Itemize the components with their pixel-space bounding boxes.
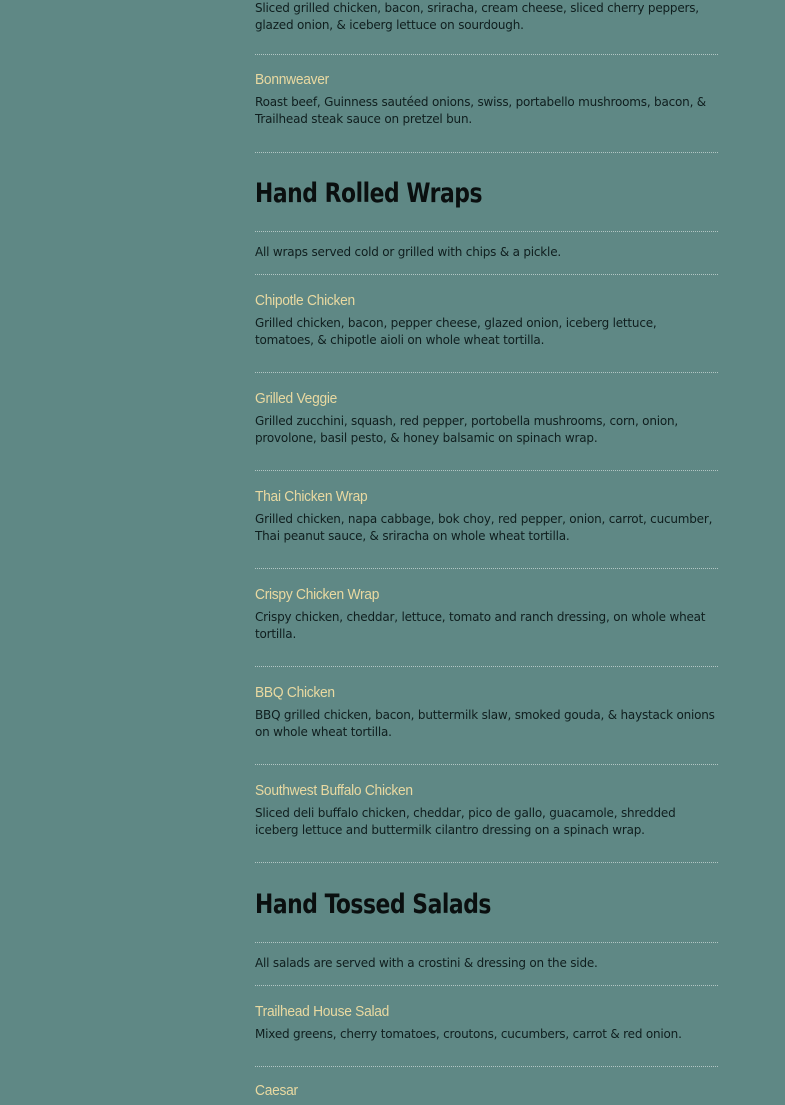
item-name: Thai Chicken Wrap — [255, 488, 368, 505]
menu-item-crispy-chicken-wrap — [255, 586, 718, 643]
item-description: Mixed greens, cherry tomatoes, croutons, cucumbers, carrot & red onion. — [255, 1027, 682, 1041]
section-note-salads: All salads are served with a crostini & dressing on the side. — [255, 956, 598, 970]
item-description: Crispy chicken, cheddar, lettuce, tomato and ranch dressing, on whole wheat tortilla. — [255, 610, 706, 641]
item-name: Bonnweaver — [255, 71, 329, 88]
item-description: Roast beef, Guinness sautéed onions, swiss, portabello mushrooms, bacon, & Trailhead steak sauce on pretzel bun. — [255, 95, 706, 126]
menu-item-bonnweaver — [255, 71, 718, 128]
menu-item-chipotle-chicken — [255, 292, 718, 349]
item-description: Grilled zucchini, squash, red pepper, portobella mushrooms, corn, onion, provolone, basil pesto, & honey balsamic on spinach wrap. — [255, 414, 679, 445]
section-title-wraps: Hand Rolled Wraps — [255, 178, 483, 209]
item-description: Grilled chicken, napa cabbage, bok choy, red pepper, onion, carrot, cucumber, Thai peanut sauce, & sriracha on whole wheat tortilla. — [255, 512, 713, 543]
menu-item-thai-chicken-wrap — [255, 488, 718, 545]
divider — [255, 1066, 718, 1067]
divider — [255, 470, 718, 471]
divider — [255, 568, 718, 569]
divider — [255, 862, 718, 863]
item-name: Southwest Buffalo Chicken — [255, 782, 413, 799]
divider — [255, 54, 718, 55]
divider — [255, 985, 718, 986]
item-name: Grilled Veggie — [255, 390, 338, 407]
divider — [255, 231, 718, 232]
divider — [255, 942, 718, 943]
section-note-wraps: All wraps served cold or grilled with chips & a pickle. — [255, 245, 561, 259]
item-name: Chipotle Chicken — [255, 292, 355, 309]
menu-item-bbq-chicken — [255, 684, 718, 741]
item-description: BBQ grilled chicken, bacon, buttermilk slaw, smoked gouda, & haystack onions on whole wheat tortilla. — [255, 708, 715, 739]
menu-item-southwest-buffalo-chicken — [255, 782, 718, 839]
item-description: Sliced grilled chicken, bacon, sriracha, cream cheese, sliced cherry peppers, glazed onion, & iceberg lettuce on sourdough. — [255, 1, 699, 32]
divider — [255, 764, 718, 765]
item-name: Crispy Chicken Wrap — [255, 586, 380, 603]
divider — [255, 274, 718, 275]
section-title-salads: Hand Tossed Salads — [255, 889, 491, 920]
item-name: BBQ Chicken — [255, 684, 335, 701]
divider — [255, 372, 718, 373]
item-description: Grilled chicken, bacon, pepper cheese, glazed onion, iceberg lettuce, tomatoes, & chipotle aioli on whole wheat tortilla. — [255, 316, 657, 347]
item-description: Sliced deli buffalo chicken, cheddar, pico de gallo, guacamole, shredded iceberg lettuce and buttermilk cilantro dressing on a spinach wrap. — [255, 806, 676, 837]
menu-item-grilled-veggie — [255, 390, 718, 447]
item-name: Caesar — [255, 1082, 298, 1099]
menu-item-trailhead-house-salad — [255, 1003, 718, 1043]
divider — [255, 666, 718, 667]
item-name: Trailhead House Salad — [255, 1003, 390, 1020]
menu-item-sandwich-partial — [255, 0, 718, 34]
divider — [255, 152, 718, 153]
